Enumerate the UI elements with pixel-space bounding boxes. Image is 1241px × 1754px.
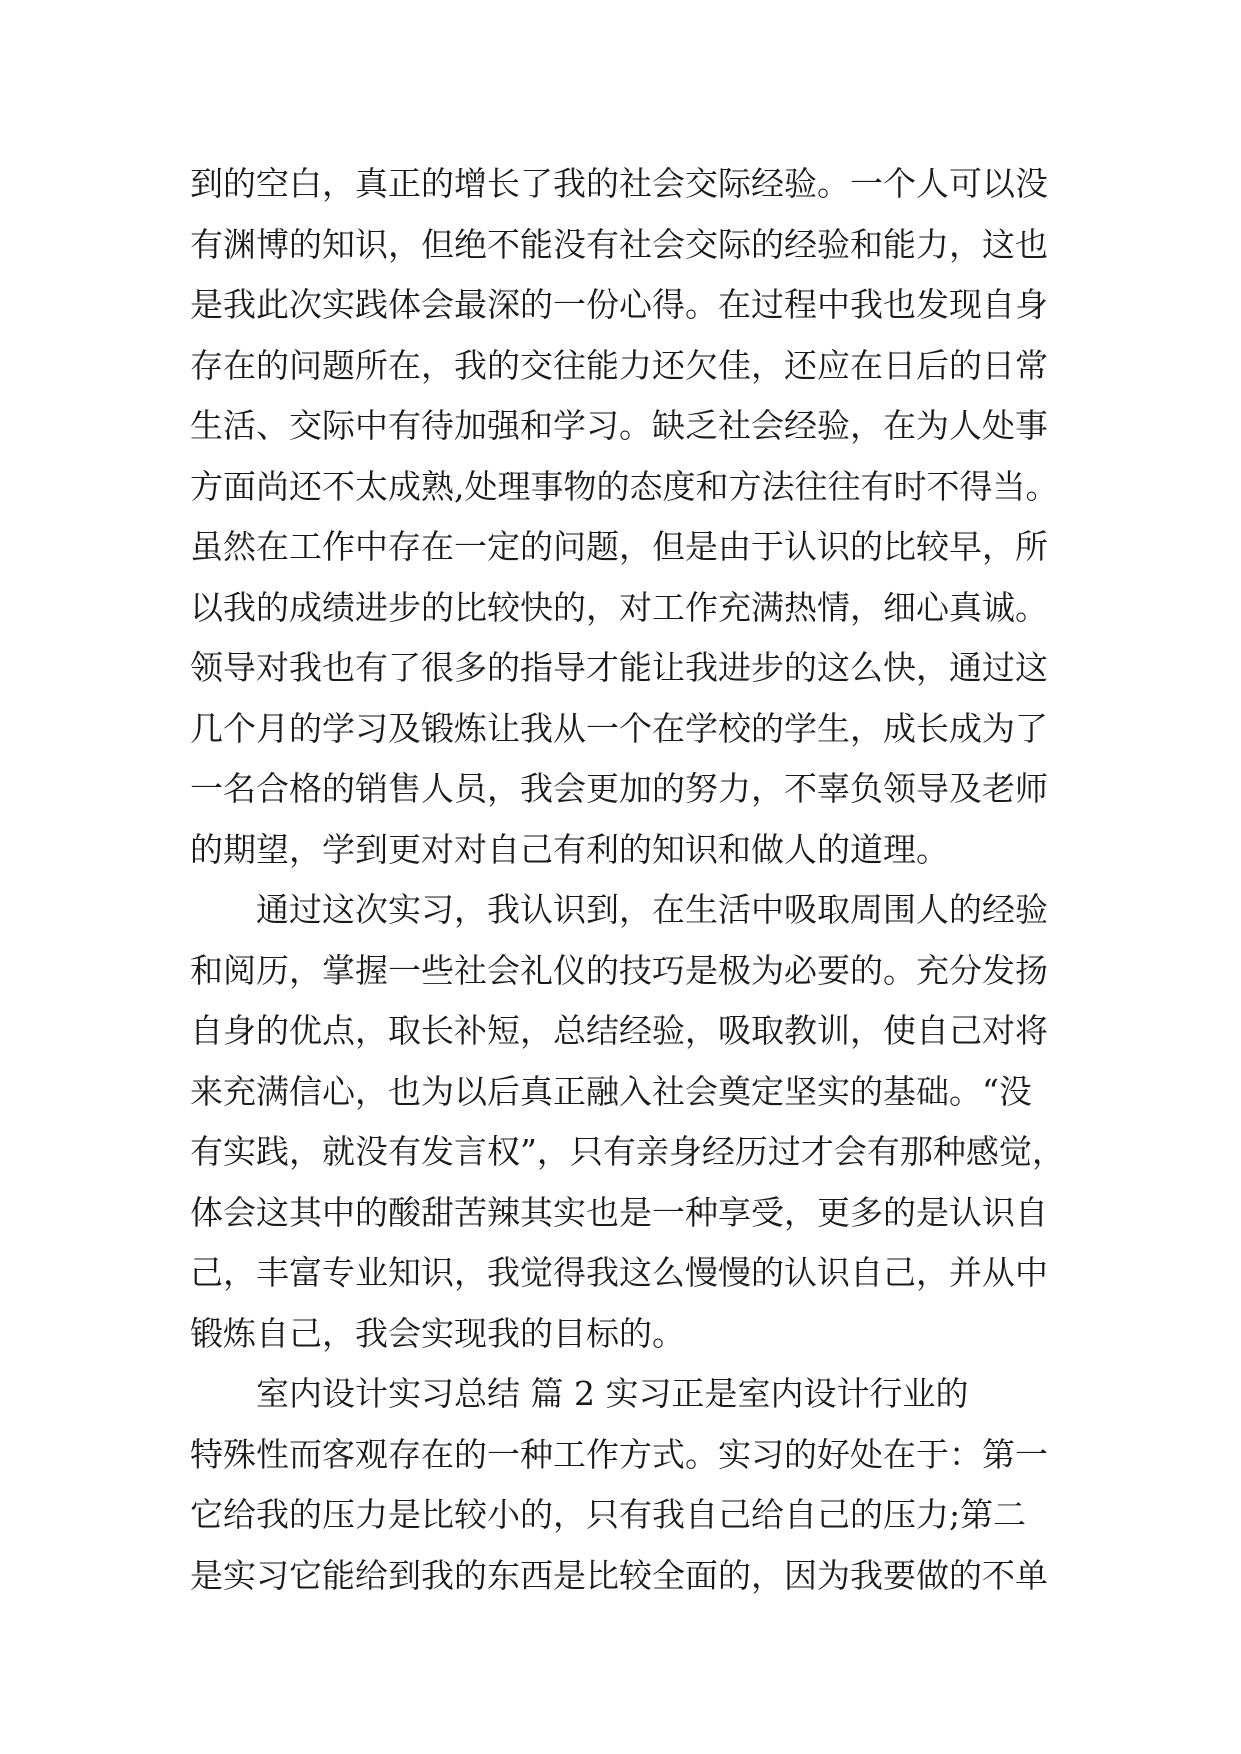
text-line: 它给我的压力是比较小的，只有我自己给自己的压力;第二	[190, 1495, 1027, 1534]
text-line: 通过这次实习，我认识到，在生活中吸取周围人的经验	[256, 890, 1048, 929]
text-line: 虽然在工作中存在一定的问题，但是由于认识的比较早，所	[190, 527, 1048, 566]
text-line: 体会这其中的酸甜苦辣其实也是一种享受，更多的是认识自	[190, 1192, 1048, 1232]
text-line: 特殊性而客观存在的一种工作方式。实习的好处在于：第一	[190, 1434, 1048, 1474]
text-line: 生活、交际中有待加强和学习。缺乏社会经验，在为人处事	[190, 406, 1048, 445]
text-line: 自身的优点，取长补短，总结经验，吸取教训，使自己对将	[190, 1011, 1048, 1050]
text-line: 来充满信心，也为以后真正融入社会奠定坚实的基础。“没	[190, 1071, 1032, 1111]
text-line: 己，丰富专业知识，我觉得我这么慢慢的认识自己，并从中	[190, 1253, 1048, 1292]
text-line: 是实习它能给到我的东西是比较全面的，因为我要做的不单	[190, 1555, 1048, 1595]
text-line: 的期望，学到更对对自己有利的知识和做人的道理。	[190, 829, 949, 869]
body-text	[190, 154, 1070, 1606]
text-line: 方面尚还不太成熟,处理事物的态度和方法往往有时不得当。	[190, 466, 1059, 506]
text-line: 和阅历，掌握一些社会礼仪的技巧是极为必要的。充分发扬	[190, 950, 1048, 990]
text-line: 有渊博的知识，但绝不能没有社会交际的经验和能力，这也	[190, 224, 1048, 264]
text-line: 一名合格的销售人员，我会更加的努力，不辜负领导及老师	[190, 769, 1048, 808]
text-line: 室内设计实习总结 篇 2 实习正是室内设计行业的	[256, 1374, 969, 1413]
text-line: 以我的成绩进步的比较快的，对工作充满热情，细心真诚。	[190, 587, 1048, 627]
text-line: 存在的问题所在，我的交往能力还欠佳，还应在日后的日常	[190, 345, 1048, 385]
text-line: 是我此次实践体会最深的一份心得。在过程中我也发现自身	[190, 285, 1048, 324]
text-line: 有实践，就没有发言权”，只有亲身经历过才会有那种感觉，	[190, 1132, 1065, 1171]
text-line: 锻炼自己，我会实现我的目标的。	[190, 1313, 685, 1353]
text-line: 几个月的学习及锻炼让我从一个在学校的学生，成长成为了	[190, 708, 1048, 748]
text-line: 到的空白，真正的增长了我的社会交际经验。一个人可以没	[190, 164, 1048, 203]
text-line: 领导对我也有了很多的指导才能让我进步的这么快，通过这	[190, 648, 1048, 687]
